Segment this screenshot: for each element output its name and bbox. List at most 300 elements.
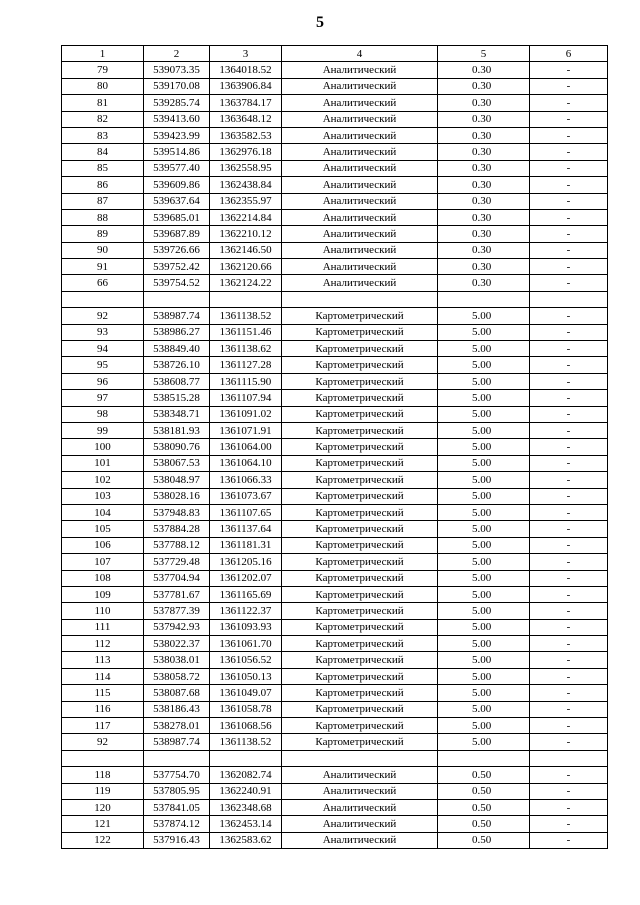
point-number-cell: 79 — [62, 62, 144, 78]
accuracy-cell: 5.00 — [438, 488, 530, 504]
point-number-cell: 117 — [62, 718, 144, 734]
method-cell: Аналитический — [282, 767, 438, 783]
method-cell: Аналитический — [282, 259, 438, 275]
point-number-cell: 87 — [62, 193, 144, 209]
method-cell: Картометрический — [282, 668, 438, 684]
column-header-accuracy: 5 — [438, 46, 530, 62]
accuracy-cell: 5.00 — [438, 603, 530, 619]
accuracy-cell: 0.30 — [438, 226, 530, 242]
point-number-cell: 102 — [62, 472, 144, 488]
x-coordinate-cell: 539609.86 — [144, 177, 210, 193]
table-row — [62, 209, 608, 225]
accuracy-cell: 0.30 — [438, 127, 530, 143]
accuracy-cell: 5.00 — [438, 472, 530, 488]
table-row — [62, 127, 608, 143]
table-row — [62, 177, 608, 193]
accuracy-cell: 0.50 — [438, 783, 530, 799]
table-row — [62, 668, 608, 684]
y-coordinate-cell: 1361127.28 — [210, 357, 282, 373]
accuracy-cell: 5.00 — [438, 685, 530, 701]
y-coordinate-cell: 1361122.37 — [210, 603, 282, 619]
description-cell: - — [530, 373, 608, 389]
point-number-cell: 119 — [62, 783, 144, 799]
method-cell: Аналитический — [282, 177, 438, 193]
accuracy-cell: 0.50 — [438, 832, 530, 848]
description-cell: - — [530, 95, 608, 111]
y-coordinate-cell: 1363784.17 — [210, 95, 282, 111]
point-number-cell: 99 — [62, 422, 144, 438]
description-cell: - — [530, 62, 608, 78]
x-coordinate-cell: 538022.37 — [144, 636, 210, 652]
y-coordinate-cell: 1362438.84 — [210, 177, 282, 193]
y-coordinate-cell: 1362210.12 — [210, 226, 282, 242]
table-row — [62, 390, 608, 406]
point-number-cell: 109 — [62, 586, 144, 602]
method-cell: Картометрический — [282, 439, 438, 455]
point-number-cell: 92 — [62, 308, 144, 324]
accuracy-cell: 0.30 — [438, 62, 530, 78]
point-number-cell: 93 — [62, 324, 144, 340]
method-cell: Картометрический — [282, 603, 438, 619]
table-row — [62, 193, 608, 209]
x-coordinate-cell: 538278.01 — [144, 718, 210, 734]
y-coordinate-cell: 1361071.91 — [210, 422, 282, 438]
point-number-cell: 85 — [62, 160, 144, 176]
column-header-y: 3 — [210, 46, 282, 62]
method-cell: Аналитический — [282, 160, 438, 176]
accuracy-cell: 5.00 — [438, 652, 530, 668]
y-coordinate-cell: 1362214.84 — [210, 209, 282, 225]
x-coordinate-cell: 538726.10 — [144, 357, 210, 373]
description-cell: - — [530, 78, 608, 94]
x-coordinate-cell: 538849.40 — [144, 341, 210, 357]
description-cell: - — [530, 537, 608, 553]
description-cell: - — [530, 160, 608, 176]
method-cell: Картометрический — [282, 734, 438, 750]
point-number-cell: 91 — [62, 259, 144, 275]
table-row — [62, 324, 608, 340]
method-cell: Картометрический — [282, 718, 438, 734]
point-number-cell: 101 — [62, 455, 144, 471]
table-row — [62, 422, 608, 438]
point-number-cell: 111 — [62, 619, 144, 635]
table-row — [62, 62, 608, 78]
method-cell: Аналитический — [282, 816, 438, 832]
table-row — [62, 554, 608, 570]
description-cell: - — [530, 488, 608, 504]
point-number-cell: 92 — [62, 734, 144, 750]
y-coordinate-cell: 1361073.67 — [210, 488, 282, 504]
description-cell: - — [530, 570, 608, 586]
table-row — [62, 373, 608, 389]
x-coordinate-cell: 537841.05 — [144, 799, 210, 815]
accuracy-cell: 5.00 — [438, 373, 530, 389]
y-coordinate-cell — [210, 291, 282, 307]
method-cell: Картометрический — [282, 504, 438, 520]
x-coordinate-cell: 539413.60 — [144, 111, 210, 127]
y-coordinate-cell: 1361107.94 — [210, 390, 282, 406]
description-cell: - — [530, 308, 608, 324]
x-coordinate-cell: 537948.83 — [144, 504, 210, 520]
accuracy-cell: 0.50 — [438, 799, 530, 815]
y-coordinate-cell: 1361058.78 — [210, 701, 282, 717]
x-coordinate-cell: 537754.70 — [144, 767, 210, 783]
description-cell: - — [530, 652, 608, 668]
x-coordinate-cell: 537729.48 — [144, 554, 210, 570]
y-coordinate-cell: 1362976.18 — [210, 144, 282, 160]
table-row — [62, 144, 608, 160]
y-coordinate-cell: 1362146.50 — [210, 242, 282, 258]
y-coordinate-cell: 1361064.00 — [210, 439, 282, 455]
accuracy-cell: 0.30 — [438, 78, 530, 94]
description-cell: - — [530, 586, 608, 602]
point-number-cell: 118 — [62, 767, 144, 783]
x-coordinate-cell: 538515.28 — [144, 390, 210, 406]
table-row — [62, 259, 608, 275]
description-cell: - — [530, 504, 608, 520]
accuracy-cell: 0.30 — [438, 111, 530, 127]
method-cell — [282, 291, 438, 307]
description-cell: - — [530, 554, 608, 570]
method-cell: Картометрический — [282, 472, 438, 488]
description-cell: - — [530, 324, 608, 340]
table-row — [62, 636, 608, 652]
method-cell: Аналитический — [282, 275, 438, 291]
method-cell: Картометрический — [282, 324, 438, 340]
point-number-cell: 120 — [62, 799, 144, 815]
point-number-cell: 110 — [62, 603, 144, 619]
point-number-cell: 103 — [62, 488, 144, 504]
point-number-cell: 114 — [62, 668, 144, 684]
description-cell: - — [530, 816, 608, 832]
table-body — [62, 62, 608, 849]
x-coordinate-cell: 539687.89 — [144, 226, 210, 242]
table-row — [62, 685, 608, 701]
table-row — [62, 767, 608, 783]
description-cell: - — [530, 242, 608, 258]
method-cell: Картометрический — [282, 586, 438, 602]
x-coordinate-cell: 538048.97 — [144, 472, 210, 488]
x-coordinate-cell: 539170.08 — [144, 78, 210, 94]
y-coordinate-cell: 1363648.12 — [210, 111, 282, 127]
x-coordinate-cell: 539423.99 — [144, 127, 210, 143]
y-coordinate-cell: 1364018.52 — [210, 62, 282, 78]
accuracy-cell: 0.30 — [438, 242, 530, 258]
method-cell: Картометрический — [282, 455, 438, 471]
description-cell: - — [530, 259, 608, 275]
point-number-cell: 104 — [62, 504, 144, 520]
description-cell — [530, 750, 608, 766]
y-coordinate-cell: 1361061.70 — [210, 636, 282, 652]
accuracy-cell: 5.00 — [438, 439, 530, 455]
method-cell: Аналитический — [282, 242, 438, 258]
table-row — [62, 488, 608, 504]
y-coordinate-cell: 1361138.62 — [210, 341, 282, 357]
table-row — [62, 406, 608, 422]
y-coordinate-cell: 1361151.46 — [210, 324, 282, 340]
method-cell: Картометрический — [282, 390, 438, 406]
accuracy-cell: 0.30 — [438, 209, 530, 225]
table-row — [62, 783, 608, 799]
point-number-cell: 95 — [62, 357, 144, 373]
x-coordinate-cell: 539726.66 — [144, 242, 210, 258]
x-coordinate-cell — [144, 291, 210, 307]
x-coordinate-cell: 537704.94 — [144, 570, 210, 586]
accuracy-cell: 5.00 — [438, 537, 530, 553]
table-row — [62, 619, 608, 635]
point-number-cell: 86 — [62, 177, 144, 193]
point-number-cell: 82 — [62, 111, 144, 127]
description-cell: - — [530, 193, 608, 209]
x-coordinate-cell: 537874.12 — [144, 816, 210, 832]
description-cell: - — [530, 439, 608, 455]
y-coordinate-cell: 1361050.13 — [210, 668, 282, 684]
y-coordinate-cell: 1361165.69 — [210, 586, 282, 602]
method-cell: Картометрический — [282, 636, 438, 652]
table-row — [62, 832, 608, 848]
table-row — [62, 226, 608, 242]
x-coordinate-cell: 538181.93 — [144, 422, 210, 438]
table-row — [62, 701, 608, 717]
x-coordinate-cell: 538986.27 — [144, 324, 210, 340]
coordinates-table — [61, 45, 608, 849]
point-number-cell: 90 — [62, 242, 144, 258]
accuracy-cell: 5.00 — [438, 554, 530, 570]
point-number-cell: 106 — [62, 537, 144, 553]
point-number-cell: 96 — [62, 373, 144, 389]
table-header — [62, 46, 608, 62]
accuracy-cell: 0.50 — [438, 767, 530, 783]
point-number-cell: 113 — [62, 652, 144, 668]
x-coordinate-cell: 537788.12 — [144, 537, 210, 553]
table-row — [62, 275, 608, 291]
column-header-method: 4 — [282, 46, 438, 62]
accuracy-cell: 0.30 — [438, 177, 530, 193]
header-row — [62, 46, 608, 62]
x-coordinate-cell: 538608.77 — [144, 373, 210, 389]
accuracy-cell: 5.00 — [438, 619, 530, 635]
x-coordinate-cell: 538348.71 — [144, 406, 210, 422]
accuracy-cell: 5.00 — [438, 341, 530, 357]
description-cell: - — [530, 406, 608, 422]
method-cell: Картометрический — [282, 619, 438, 635]
method-cell: Аналитический — [282, 783, 438, 799]
y-coordinate-cell: 1362348.68 — [210, 799, 282, 815]
method-cell: Картометрический — [282, 685, 438, 701]
x-coordinate-cell: 539514.86 — [144, 144, 210, 160]
description-cell: - — [530, 455, 608, 471]
x-coordinate-cell: 537781.67 — [144, 586, 210, 602]
y-coordinate-cell: 1362558.95 — [210, 160, 282, 176]
point-number-cell: 97 — [62, 390, 144, 406]
accuracy-cell: 0.30 — [438, 144, 530, 160]
description-cell: - — [530, 472, 608, 488]
table-row — [62, 537, 608, 553]
description-cell: - — [530, 701, 608, 717]
table-row — [62, 734, 608, 750]
point-number-cell: 80 — [62, 78, 144, 94]
method-cell: Аналитический — [282, 78, 438, 94]
x-coordinate-cell: 539073.35 — [144, 62, 210, 78]
description-cell: - — [530, 783, 608, 799]
y-coordinate-cell: 1361056.52 — [210, 652, 282, 668]
y-coordinate-cell: 1363906.84 — [210, 78, 282, 94]
method-cell: Картометрический — [282, 521, 438, 537]
accuracy-cell: 5.00 — [438, 570, 530, 586]
table-row — [62, 816, 608, 832]
column-header-x: 2 — [144, 46, 210, 62]
y-coordinate-cell: 1362240.91 — [210, 783, 282, 799]
description-cell: - — [530, 357, 608, 373]
accuracy-cell: 5.00 — [438, 390, 530, 406]
point-number-cell: 115 — [62, 685, 144, 701]
method-cell: Картометрический — [282, 652, 438, 668]
point-number-cell: 121 — [62, 816, 144, 832]
point-number-cell: 88 — [62, 209, 144, 225]
description-cell: - — [530, 668, 608, 684]
y-coordinate-cell: 1361107.65 — [210, 504, 282, 520]
description-cell: - — [530, 111, 608, 127]
y-coordinate-cell: 1362453.14 — [210, 816, 282, 832]
table-row — [62, 521, 608, 537]
x-coordinate-cell: 537877.39 — [144, 603, 210, 619]
point-number-cell — [62, 291, 144, 307]
method-cell: Аналитический — [282, 144, 438, 160]
y-coordinate-cell: 1361068.56 — [210, 718, 282, 734]
table-row — [62, 291, 608, 307]
x-coordinate-cell — [144, 750, 210, 766]
table-row — [62, 439, 608, 455]
table-row — [62, 78, 608, 94]
method-cell: Аналитический — [282, 127, 438, 143]
accuracy-cell: 5.00 — [438, 504, 530, 520]
x-coordinate-cell: 538038.01 — [144, 652, 210, 668]
table-row — [62, 472, 608, 488]
method-cell: Картометрический — [282, 422, 438, 438]
accuracy-cell: 0.30 — [438, 275, 530, 291]
description-cell: - — [530, 390, 608, 406]
accuracy-cell: 5.00 — [438, 406, 530, 422]
y-coordinate-cell: 1363582.53 — [210, 127, 282, 143]
x-coordinate-cell: 538987.74 — [144, 734, 210, 750]
y-coordinate-cell: 1361205.16 — [210, 554, 282, 570]
point-number-cell: 94 — [62, 341, 144, 357]
y-coordinate-cell: 1362355.97 — [210, 193, 282, 209]
point-number-cell: 107 — [62, 554, 144, 570]
method-cell: Аналитический — [282, 209, 438, 225]
y-coordinate-cell: 1361181.31 — [210, 537, 282, 553]
y-coordinate-cell: 1361137.64 — [210, 521, 282, 537]
method-cell: Картометрический — [282, 406, 438, 422]
accuracy-cell: 0.30 — [438, 95, 530, 111]
point-number-cell: 89 — [62, 226, 144, 242]
x-coordinate-cell: 538087.68 — [144, 685, 210, 701]
accuracy-cell: 0.50 — [438, 816, 530, 832]
point-number-cell: 122 — [62, 832, 144, 848]
description-cell — [530, 291, 608, 307]
table-row — [62, 586, 608, 602]
accuracy-cell: 0.30 — [438, 160, 530, 176]
accuracy-cell — [438, 750, 530, 766]
description-cell: - — [530, 144, 608, 160]
description-cell: - — [530, 767, 608, 783]
table-row — [62, 308, 608, 324]
table-row — [62, 455, 608, 471]
method-cell: Картометрический — [282, 308, 438, 324]
table-row — [62, 341, 608, 357]
method-cell: Аналитический — [282, 193, 438, 209]
method-cell: Картометрический — [282, 570, 438, 586]
y-coordinate-cell: 1362082.74 — [210, 767, 282, 783]
description-cell: - — [530, 832, 608, 848]
point-number-cell — [62, 750, 144, 766]
y-coordinate-cell: 1361138.52 — [210, 734, 282, 750]
table-row — [62, 357, 608, 373]
y-coordinate-cell: 1361091.02 — [210, 406, 282, 422]
method-cell: Картометрический — [282, 373, 438, 389]
x-coordinate-cell: 538058.72 — [144, 668, 210, 684]
table-row — [62, 718, 608, 734]
method-cell — [282, 750, 438, 766]
y-coordinate-cell: 1361049.07 — [210, 685, 282, 701]
description-cell: - — [530, 603, 608, 619]
description-cell: - — [530, 685, 608, 701]
accuracy-cell: 5.00 — [438, 357, 530, 373]
description-cell: - — [530, 799, 608, 815]
point-number-cell: 66 — [62, 275, 144, 291]
x-coordinate-cell: 539752.42 — [144, 259, 210, 275]
x-coordinate-cell: 538090.76 — [144, 439, 210, 455]
x-coordinate-cell: 539285.74 — [144, 95, 210, 111]
table-row — [62, 799, 608, 815]
column-header-point: 1 — [62, 46, 144, 62]
description-cell: - — [530, 521, 608, 537]
accuracy-cell: 5.00 — [438, 308, 530, 324]
y-coordinate-cell: 1361202.07 — [210, 570, 282, 586]
point-number-cell: 81 — [62, 95, 144, 111]
accuracy-cell: 5.00 — [438, 422, 530, 438]
table-row — [62, 242, 608, 258]
accuracy-cell: 5.00 — [438, 521, 530, 537]
x-coordinate-cell: 538186.43 — [144, 701, 210, 717]
description-cell: - — [530, 422, 608, 438]
y-coordinate-cell: 1361138.52 — [210, 308, 282, 324]
accuracy-cell: 5.00 — [438, 455, 530, 471]
accuracy-cell: 5.00 — [438, 734, 530, 750]
method-cell: Картометрический — [282, 341, 438, 357]
description-cell: - — [530, 226, 608, 242]
x-coordinate-cell: 537942.93 — [144, 619, 210, 635]
description-cell: - — [530, 619, 608, 635]
x-coordinate-cell: 539637.64 — [144, 193, 210, 209]
x-coordinate-cell: 537805.95 — [144, 783, 210, 799]
x-coordinate-cell: 538028.16 — [144, 488, 210, 504]
accuracy-cell — [438, 291, 530, 307]
y-coordinate-cell: 1361064.10 — [210, 455, 282, 471]
accuracy-cell: 0.30 — [438, 259, 530, 275]
accuracy-cell: 5.00 — [438, 636, 530, 652]
method-cell: Аналитический — [282, 226, 438, 242]
x-coordinate-cell: 538067.53 — [144, 455, 210, 471]
method-cell: Картометрический — [282, 701, 438, 717]
x-coordinate-cell: 538987.74 — [144, 308, 210, 324]
x-coordinate-cell: 539577.40 — [144, 160, 210, 176]
point-number-cell: 100 — [62, 439, 144, 455]
description-cell: - — [530, 341, 608, 357]
table-row — [62, 95, 608, 111]
accuracy-cell: 5.00 — [438, 701, 530, 717]
description-cell: - — [530, 636, 608, 652]
